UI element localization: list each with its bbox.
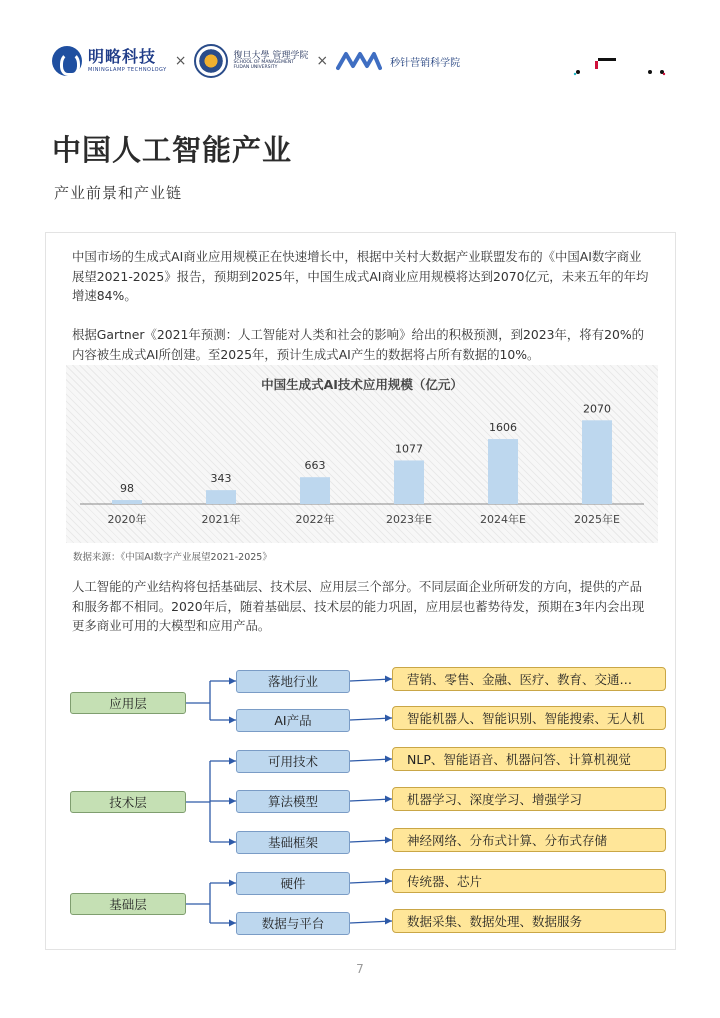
miaozhen-name: 秒针营销科学院 <box>390 57 461 69</box>
chart-bar <box>112 500 142 504</box>
fudan-seal-icon <box>194 44 228 78</box>
chart-bar <box>582 420 612 504</box>
arrow-head-icon <box>385 837 392 844</box>
mininglamp-logo <box>52 46 167 76</box>
times-symbol: × <box>316 53 329 69</box>
industry-structure-diagram <box>46 653 677 943</box>
arrow-head-icon <box>385 756 392 763</box>
page-subtitle: 产业前景和产业链 <box>54 184 183 202</box>
chart-data-label: 663 <box>304 459 326 473</box>
chart-tick-label: 2024年E <box>480 513 526 526</box>
chart-bar <box>394 460 424 504</box>
fudan-logo <box>194 44 308 78</box>
layer-box: 基础层 <box>70 893 186 915</box>
category-box: 数据与平台 <box>236 912 350 935</box>
paragraph-gartner: 根据Gartner《2021年预测：人工智能对人类和社会的影响》给出的积极预测，到2023年，将有20%的内容被生成式AI所创建。至2025年，预计生成式AI产生的数据将占所有数据的10%。 <box>72 327 644 362</box>
arrow-head-icon <box>229 678 236 685</box>
chart-bar <box>488 439 518 504</box>
layer-box: 应用层 <box>70 692 186 714</box>
chart-data-label: 343 <box>210 472 232 486</box>
header-logos <box>52 40 672 82</box>
chart-tick-label: 2023年E <box>386 513 432 526</box>
paragraph-market: 中国市场的生成式AI商业应用规模正在快速增长中，根据中关村大数据产业联盟发布的《中国AI数字商业展望2021-2025》报告，预期到2025年，中国生成式AI商业应用规模将达到2070亿元，未来五年的年均增速84%。 <box>72 249 649 303</box>
page-title: 中国人工智能产业 <box>52 133 293 167</box>
page-number: 7 <box>356 962 364 976</box>
detail-box: 神经网络、分布式计算、分布式存储 <box>392 828 666 852</box>
chart-tick-label: 2021年 <box>201 513 241 526</box>
content-card <box>45 232 676 950</box>
times-symbol: × <box>174 53 187 69</box>
arrow-head-icon <box>229 880 236 887</box>
paragraph-structure: 人工智能的产业结构将包括基础层、技术层、应用层三个部分。不同层面企业所研发的方向，提供的产品和服务都不相同。2020年后，随着基础层、技术层的能力巩固，应用层也蓄势待发，预期在3年内会出现更多商业可用的大模型和应用产品。 <box>72 579 645 633</box>
layer-box: 技术层 <box>70 791 186 813</box>
arrow-head-icon <box>385 796 392 803</box>
arrow-head-icon <box>229 839 236 846</box>
arrow-head-icon <box>385 676 392 683</box>
detail-box: NLP、智能语音、机器问答、计算机视觉 <box>392 747 666 771</box>
chart-bar <box>300 477 330 504</box>
detail-box: 智能机器人、智能识别、智能搜索、无人机 <box>392 706 666 730</box>
arrow-head-icon <box>229 920 236 927</box>
category-box: 落地行业 <box>236 670 350 693</box>
detail-box: 机器学习、深度学习、增强学习 <box>392 787 666 811</box>
chart-data-label: 1077 <box>395 442 423 456</box>
arrow-head-icon <box>229 758 236 765</box>
decorative-dots-icon <box>562 48 672 78</box>
chart-tick-label: 2022年 <box>295 513 335 526</box>
mininglamp-name-en: MININGLAMP TECHNOLOGY <box>88 67 167 73</box>
data-source: 数据来源：《中国AI数字产业展望2021-2025》 <box>73 552 272 563</box>
chart-tick-label: 2020年 <box>107 513 147 526</box>
chart-data-label: 1606 <box>489 421 517 435</box>
detail-box: 数据采集、数据处理、数据服务 <box>392 909 666 933</box>
detail-box: 传统器、芯片 <box>392 869 666 893</box>
fudan-name-en-1: SCHOOL OF MANAGEMENT <box>233 60 294 65</box>
fudan-name: 復旦大學 管理学院 <box>233 50 309 61</box>
mininglamp-mark-icon <box>52 46 82 76</box>
category-box: AI产品 <box>236 709 350 732</box>
arrow-head-icon <box>229 717 236 724</box>
arrow-head-icon <box>385 878 392 885</box>
category-box: 硬件 <box>236 872 350 895</box>
arrow-head-icon <box>385 715 392 722</box>
arrow-head-icon <box>229 798 236 805</box>
chart-data-label: 2070 <box>583 402 611 416</box>
miaozhen-logo <box>336 50 460 72</box>
chart-title: 中国生成式AI技术应用规模（亿元） <box>261 377 463 392</box>
bar-chart <box>66 365 658 543</box>
mininglamp-name: 明略科技 <box>88 47 157 66</box>
chart-data-label: 98 <box>120 482 134 496</box>
category-box: 可用技术 <box>236 750 350 773</box>
chart-bar <box>206 490 236 504</box>
chart-svg <box>66 365 658 543</box>
fudan-name-en-2: FUDAN UNIVERSITY <box>233 64 278 70</box>
detail-box: 营销、零售、金融、医疗、教育、交通… <box>392 667 666 691</box>
category-box: 算法模型 <box>236 790 350 813</box>
chart-tick-label: 2025年E <box>574 513 620 526</box>
miaozhen-mark-icon <box>336 50 382 72</box>
arrow-head-icon <box>385 918 392 925</box>
category-box: 基础框架 <box>236 831 350 854</box>
